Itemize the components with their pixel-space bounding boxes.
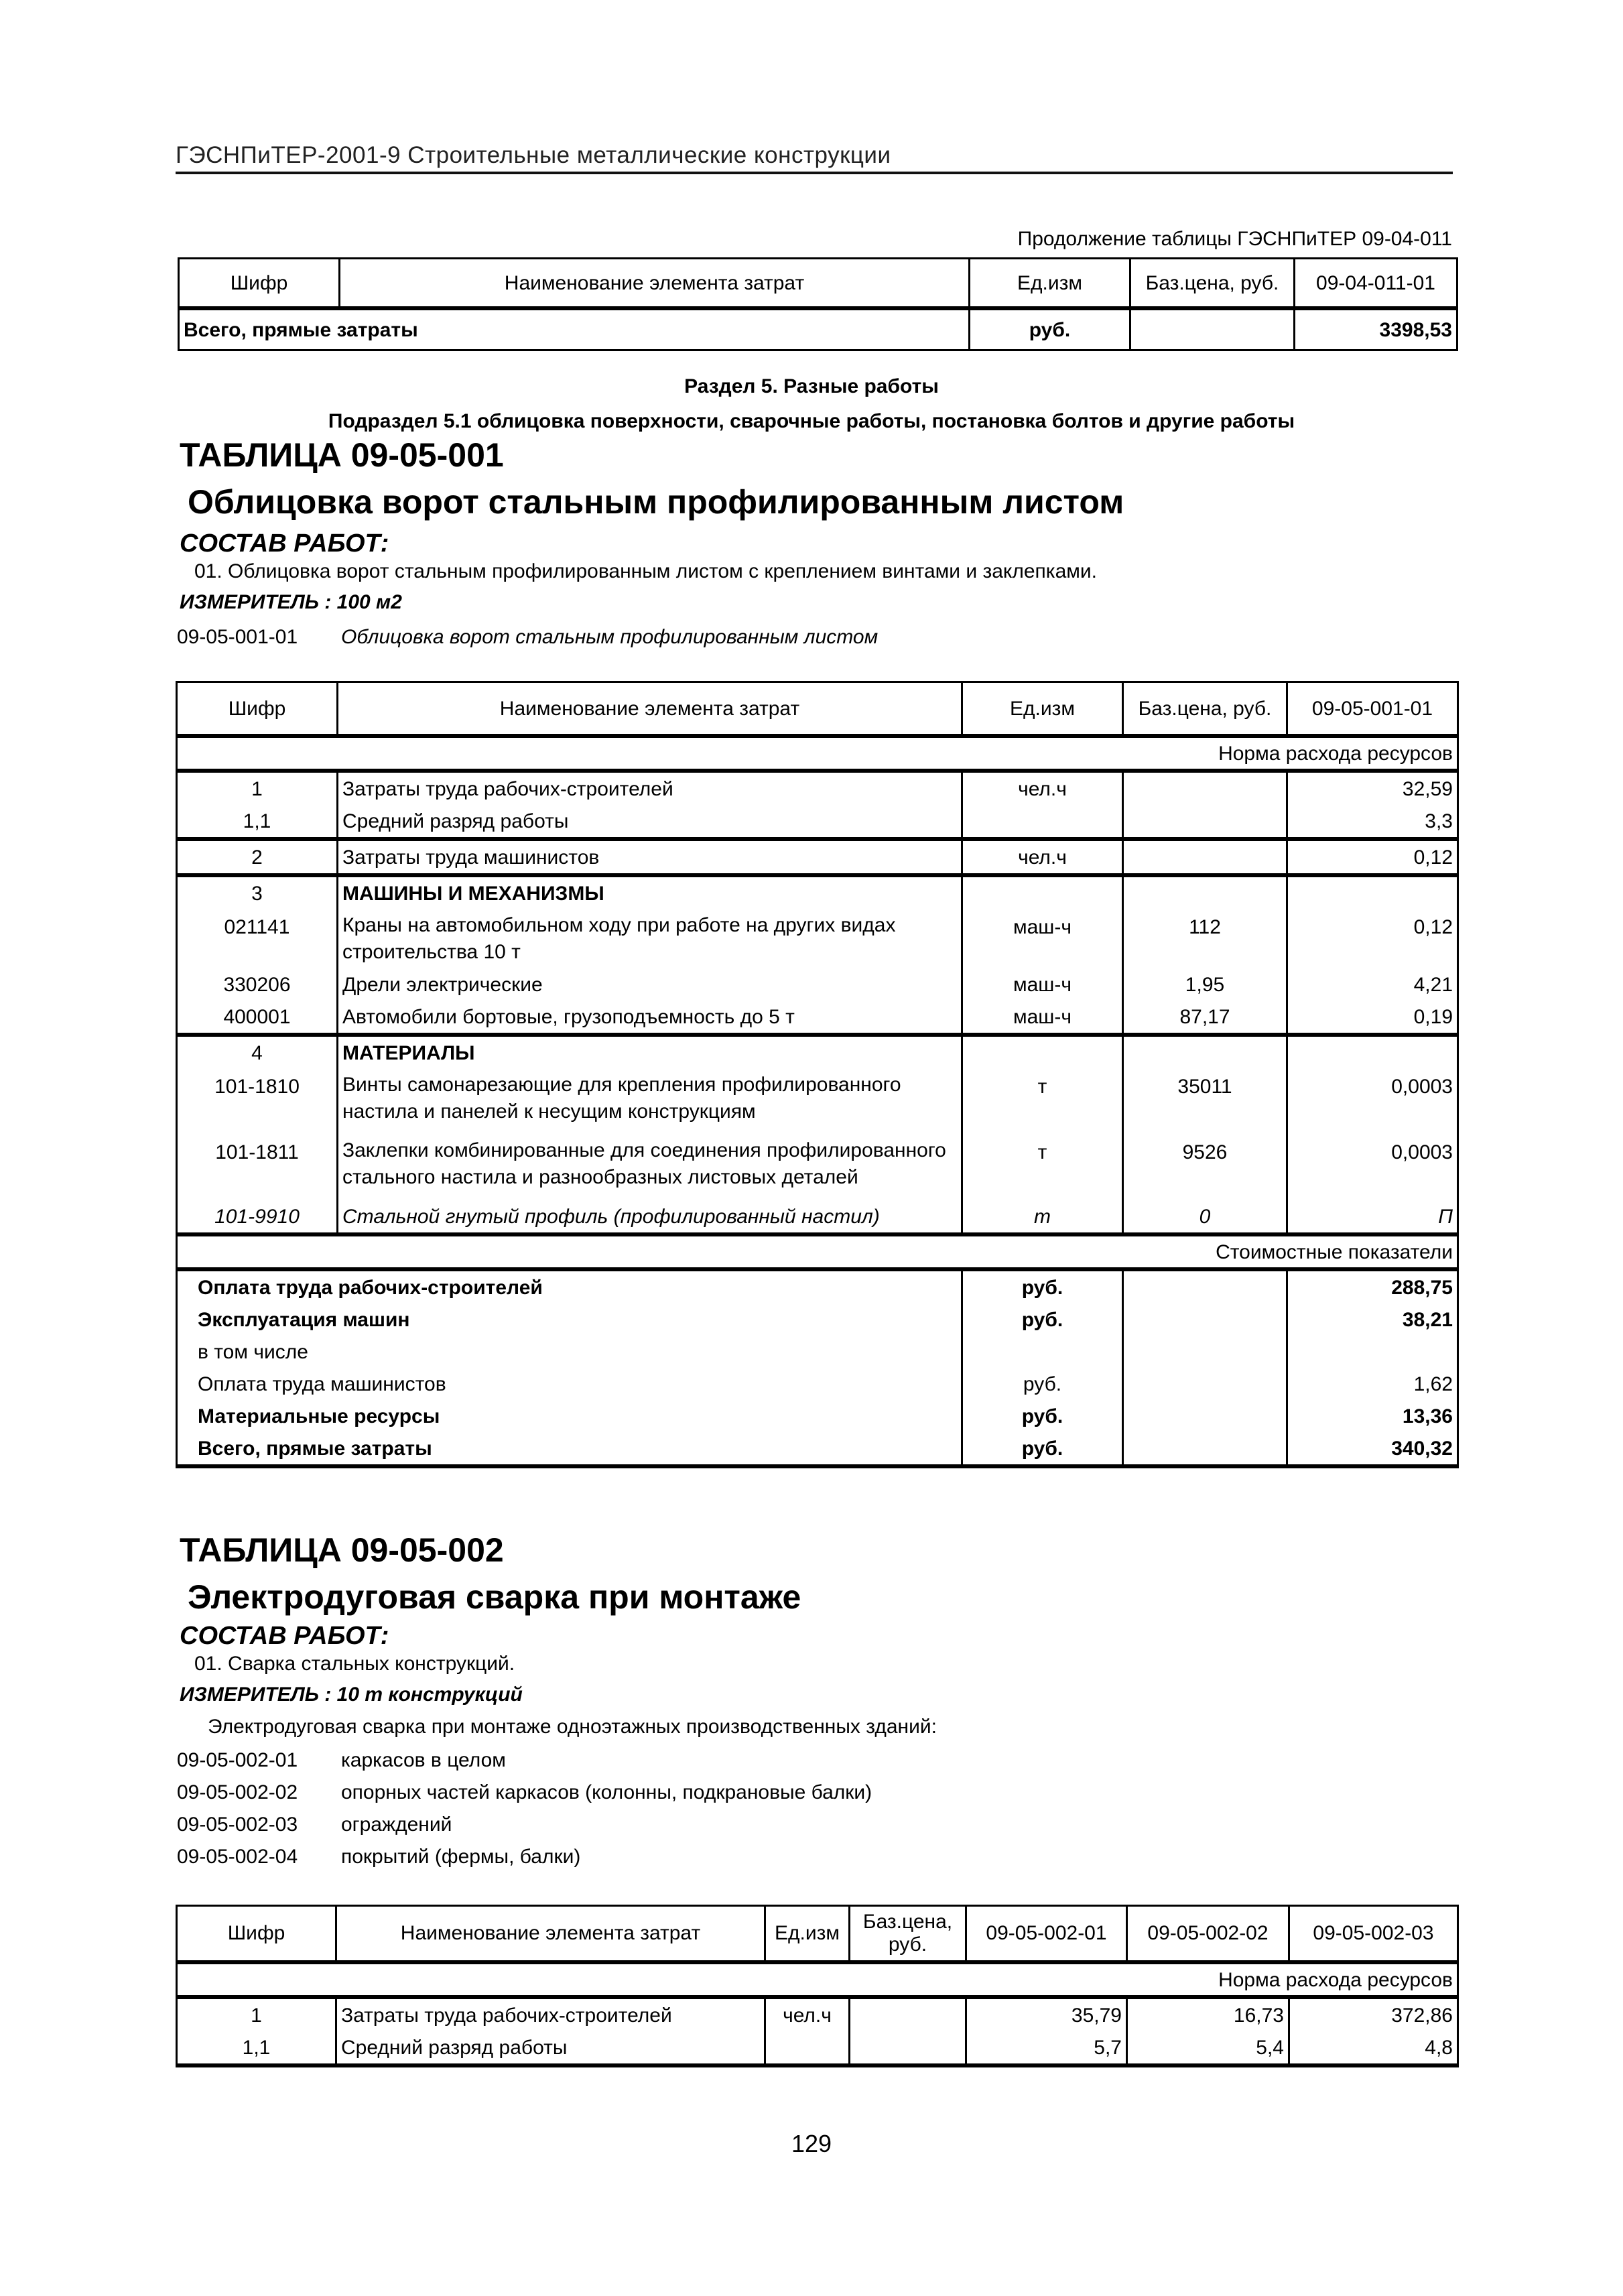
variant-row bbox=[177, 1846, 580, 1868]
page-number: 129 bbox=[791, 2130, 832, 2157]
table-row bbox=[177, 909, 1458, 968]
cost-name: Всего, прямые затраты bbox=[177, 1432, 962, 1466]
row-value: 3,3 bbox=[1287, 805, 1458, 839]
cost-row bbox=[177, 1269, 1458, 1303]
row-unit: т bbox=[962, 1200, 1123, 1234]
row-value-02: 5,4 bbox=[1127, 2031, 1289, 2065]
row-code: 101-1810 bbox=[177, 1069, 338, 1135]
row-name: Автомобили бортовые, грузоподъемность до 5 т bbox=[338, 1001, 962, 1035]
header-divider bbox=[176, 172, 1453, 174]
row-unit: маш-ч bbox=[962, 909, 1123, 968]
row-unit bbox=[962, 875, 1123, 909]
norm-band-row bbox=[177, 736, 1458, 771]
row-code: 101-9910 bbox=[177, 1200, 338, 1234]
variant-name: ограждений bbox=[341, 1813, 452, 1836]
table-heading-09-05-002: ТАБЛИЦА 09-05-002 bbox=[180, 1531, 504, 1569]
total-price bbox=[1130, 308, 1295, 350]
cost-row bbox=[177, 1303, 1458, 1336]
norm-band-label: Норма расхода ресурсов bbox=[177, 1962, 1458, 1997]
cost-name: Материальные ресурсы bbox=[177, 1400, 962, 1432]
cost-value: 340,32 bbox=[1287, 1432, 1458, 1466]
total-unit: руб. bbox=[970, 308, 1130, 350]
row-value-03: 4,8 bbox=[1289, 2031, 1458, 2065]
col-header-variant: 09-04-011-01 bbox=[1295, 259, 1457, 309]
norm-band-label: Норма расхода ресурсов bbox=[177, 736, 1458, 771]
cost-unit: руб. bbox=[962, 1303, 1123, 1336]
cost-band-label: Стоимостные показатели bbox=[177, 1234, 1458, 1269]
col-header-code: Шифр bbox=[177, 682, 338, 737]
variant-code: 09-05-002-02 bbox=[177, 1781, 298, 1803]
row-code: 3 bbox=[177, 875, 338, 909]
col-header-variant-02: 09-05-002-02 bbox=[1127, 1906, 1289, 1963]
cost-band-row bbox=[177, 1234, 1458, 1269]
cost-price bbox=[1123, 1432, 1287, 1466]
variant-code: 09-05-002-03 bbox=[177, 1813, 298, 1836]
col-header-name: Наименование элемента затрат bbox=[338, 682, 962, 737]
row-value: 32,59 bbox=[1287, 771, 1458, 805]
cost-row bbox=[177, 1368, 1458, 1400]
row-value: 4,21 bbox=[1287, 968, 1458, 1001]
table-header-row bbox=[177, 682, 1458, 737]
row-name: Средний разряд работы bbox=[336, 2031, 765, 2065]
row-unit: т bbox=[962, 1069, 1123, 1135]
work-item: 01. Облицовка ворот стальным профилированным листом с креплением винтами и заклепками. bbox=[194, 560, 1097, 582]
row-unit: маш-ч bbox=[962, 1001, 1123, 1035]
cost-row bbox=[177, 1432, 1458, 1466]
cost-value: 38,21 bbox=[1287, 1303, 1458, 1336]
table-header-row bbox=[179, 259, 1457, 309]
variant-code: 09-05-001-01 bbox=[177, 626, 298, 648]
cost-price bbox=[1123, 1269, 1287, 1303]
row-code: 330206 bbox=[177, 968, 338, 1001]
row-value bbox=[1287, 875, 1458, 909]
table-title-09-05-002: Электродуговая сварка при монтаже bbox=[188, 1578, 801, 1616]
col-header-code: Шифр bbox=[177, 1906, 336, 1963]
table-row bbox=[177, 1001, 1458, 1035]
variant-name: Облицовка ворот стальным профилированным листом bbox=[341, 626, 879, 648]
variant-row bbox=[177, 1813, 452, 1836]
cost-unit: руб. bbox=[962, 1269, 1123, 1303]
measure-unit: ИЗМЕРИТЕЛЬ : 10 т конструкций bbox=[180, 1683, 523, 1706]
row-unit bbox=[765, 2031, 850, 2065]
table-row bbox=[177, 805, 1458, 839]
resource-table-09-05-001 bbox=[176, 681, 1459, 1468]
row-unit: маш-ч bbox=[962, 968, 1123, 1001]
row-code: 1,1 bbox=[177, 805, 338, 839]
cost-unit: руб. bbox=[962, 1432, 1123, 1466]
row-value: 0,12 bbox=[1287, 839, 1458, 875]
table-heading-09-05-001: ТАБЛИЦА 09-05-001 bbox=[180, 436, 504, 474]
row-price bbox=[1123, 805, 1287, 839]
row-value: 0,0003 bbox=[1287, 1135, 1458, 1200]
work-item: 01. Сварка стальных конструкций. bbox=[194, 1653, 515, 1675]
work-composition-label: СОСТАВ РАБОТ: bbox=[180, 529, 389, 558]
cost-price bbox=[1123, 1336, 1287, 1368]
row-code: 1 bbox=[177, 1997, 336, 2031]
row-unit: чел.ч bbox=[962, 771, 1123, 805]
table-row bbox=[179, 308, 1457, 350]
cost-price bbox=[1123, 1400, 1287, 1432]
group-heading: МАТЕРИАЛЫ bbox=[338, 1035, 962, 1069]
variant-row bbox=[177, 626, 878, 649]
row-value-03: 372,86 bbox=[1289, 1997, 1458, 2031]
row-code: 101-1811 bbox=[177, 1135, 338, 1200]
row-name: Стальной гнутый профиль (профилированный настил) bbox=[338, 1200, 962, 1234]
col-header-price: Баз.цена, руб. bbox=[850, 1906, 966, 1963]
row-value: 0,19 bbox=[1287, 1001, 1458, 1035]
row-price: 9526 bbox=[1123, 1135, 1287, 1200]
cost-name: Эксплуатация машин bbox=[177, 1303, 962, 1336]
cost-name: Оплата труда рабочих-строителей bbox=[177, 1269, 962, 1303]
col-header-name: Наименование элемента затрат bbox=[336, 1906, 765, 1963]
cost-unit: руб. bbox=[962, 1400, 1123, 1432]
row-price bbox=[850, 2031, 966, 2065]
col-header-unit: Ед.изм bbox=[970, 259, 1130, 309]
col-header-variant-03: 09-05-002-03 bbox=[1289, 1906, 1458, 1963]
row-price bbox=[850, 1997, 966, 2031]
total-label: Всего, прямые затраты bbox=[179, 308, 970, 350]
row-price bbox=[1123, 771, 1287, 805]
work-composition-label: СОСТАВ РАБОТ: bbox=[180, 1622, 389, 1650]
variant-row bbox=[177, 1781, 872, 1804]
continuation-label: Продолжение таблицы ГЭСНПиТЕР 09-04-011 bbox=[1017, 228, 1452, 250]
cost-row bbox=[177, 1336, 1458, 1368]
row-code: 4 bbox=[177, 1035, 338, 1069]
row-value: П bbox=[1287, 1200, 1458, 1234]
row-price: 112 bbox=[1123, 909, 1287, 968]
variant-code: 09-05-002-01 bbox=[177, 1749, 298, 1771]
table-row bbox=[177, 1069, 1458, 1135]
row-code: 2 bbox=[177, 839, 338, 875]
row-value: 0,0003 bbox=[1287, 1069, 1458, 1135]
row-value-01: 5,7 bbox=[966, 2031, 1127, 2065]
cost-value: 1,62 bbox=[1287, 1368, 1458, 1400]
row-code: 1 bbox=[177, 771, 338, 805]
table-row bbox=[177, 771, 1458, 805]
col-header-code: Шифр bbox=[179, 259, 340, 309]
table-header-row bbox=[177, 1906, 1458, 1963]
row-code: 021141 bbox=[177, 909, 338, 968]
row-name: Заклепки комбинированные для соединения профилированного стального настила и разнообразных листовых деталей bbox=[338, 1135, 962, 1200]
col-header-price: Баз.цена, руб. bbox=[1123, 682, 1287, 737]
running-header: ГЭСНПиТЕР-2001-9 Строительные металлические конструкции bbox=[176, 142, 891, 168]
row-name: Затраты труда машинистов bbox=[338, 839, 962, 875]
table-row bbox=[177, 875, 1458, 909]
col-header-unit: Ед.изм bbox=[962, 682, 1123, 737]
row-value bbox=[1287, 1035, 1458, 1069]
row-name: Винты самонарезающие для крепления профилированного настила и панелей к несущим конструкциям bbox=[338, 1069, 962, 1135]
table-row bbox=[177, 1035, 1458, 1069]
row-name: Краны на автомобильном ходу при работе на других видах строительства 10 т bbox=[338, 909, 962, 968]
row-value: 0,12 bbox=[1287, 909, 1458, 968]
row-code: 400001 bbox=[177, 1001, 338, 1035]
cost-name: Оплата труда машинистов bbox=[177, 1368, 962, 1400]
row-price bbox=[1123, 1035, 1287, 1069]
cost-name: в том числе bbox=[177, 1336, 962, 1368]
row-value-01: 35,79 bbox=[966, 1997, 1127, 2031]
norm-band-row bbox=[177, 1962, 1458, 1997]
col-header-variant: 09-05-001-01 bbox=[1287, 682, 1458, 737]
table-row bbox=[177, 2031, 1458, 2065]
row-price bbox=[1123, 875, 1287, 909]
variant-code: 09-05-002-04 bbox=[177, 1846, 298, 1868]
row-price: 35011 bbox=[1123, 1069, 1287, 1135]
table-row bbox=[177, 1200, 1458, 1234]
variant-name: покрытий (фермы, балки) bbox=[341, 1846, 581, 1868]
row-unit bbox=[962, 1035, 1123, 1069]
section-title: Раздел 5. Разные работы bbox=[684, 375, 939, 397]
row-code: 1,1 bbox=[177, 2031, 336, 2065]
continuation-table bbox=[178, 257, 1458, 351]
row-value-02: 16,73 bbox=[1127, 1997, 1289, 2031]
table-row bbox=[177, 968, 1458, 1001]
variants-intro: Электродуговая сварка при монтаже одноэтажных производственных зданий: bbox=[208, 1716, 937, 1738]
row-price bbox=[1123, 839, 1287, 875]
row-price: 1,95 bbox=[1123, 968, 1287, 1001]
cost-value bbox=[1287, 1336, 1458, 1368]
col-header-unit: Ед.изм bbox=[765, 1906, 850, 1963]
table-title-09-05-001: Облицовка ворот стальным профилированным листом bbox=[188, 483, 1124, 521]
cost-unit bbox=[962, 1336, 1123, 1368]
subsection-title: Подраздел 5.1 облицовка поверхности, сварочные работы, постановка болтов и другие работы bbox=[328, 410, 1295, 432]
cost-price bbox=[1123, 1368, 1287, 1400]
cost-price bbox=[1123, 1303, 1287, 1336]
table-row bbox=[177, 839, 1458, 875]
measure-unit: ИЗМЕРИТЕЛЬ : 100 м2 bbox=[180, 591, 402, 613]
row-unit bbox=[962, 805, 1123, 839]
table-row bbox=[177, 1135, 1458, 1200]
row-unit: чел.ч bbox=[765, 1997, 850, 2031]
col-header-name: Наименование элемента затрат bbox=[340, 259, 970, 309]
variant-row bbox=[177, 1749, 506, 1772]
row-name: Затраты труда рабочих-строителей bbox=[336, 1997, 765, 2031]
resource-table-09-05-002 bbox=[176, 1905, 1459, 2067]
row-price: 87,17 bbox=[1123, 1001, 1287, 1035]
row-name: Затраты труда рабочих-строителей bbox=[338, 771, 962, 805]
row-name: Средний разряд работы bbox=[338, 805, 962, 839]
row-unit: чел.ч bbox=[962, 839, 1123, 875]
cost-row bbox=[177, 1400, 1458, 1432]
row-price: 0 bbox=[1123, 1200, 1287, 1234]
row-unit: т bbox=[962, 1135, 1123, 1200]
group-heading: МАШИНЫ И МЕХАНИЗМЫ bbox=[338, 875, 962, 909]
table-row bbox=[177, 1997, 1458, 2031]
cost-value: 288,75 bbox=[1287, 1269, 1458, 1303]
variant-name: каркасов в целом bbox=[341, 1749, 506, 1771]
col-header-variant-01: 09-05-002-01 bbox=[966, 1906, 1127, 1963]
row-name: Дрели электрические bbox=[338, 968, 962, 1001]
col-header-price: Баз.цена, руб. bbox=[1130, 259, 1295, 309]
cost-unit: руб. bbox=[962, 1368, 1123, 1400]
total-value: 3398,53 bbox=[1295, 308, 1457, 350]
variant-name: опорных частей каркасов (колонны, подкрановые балки) bbox=[341, 1781, 872, 1803]
cost-value: 13,36 bbox=[1287, 1400, 1458, 1432]
